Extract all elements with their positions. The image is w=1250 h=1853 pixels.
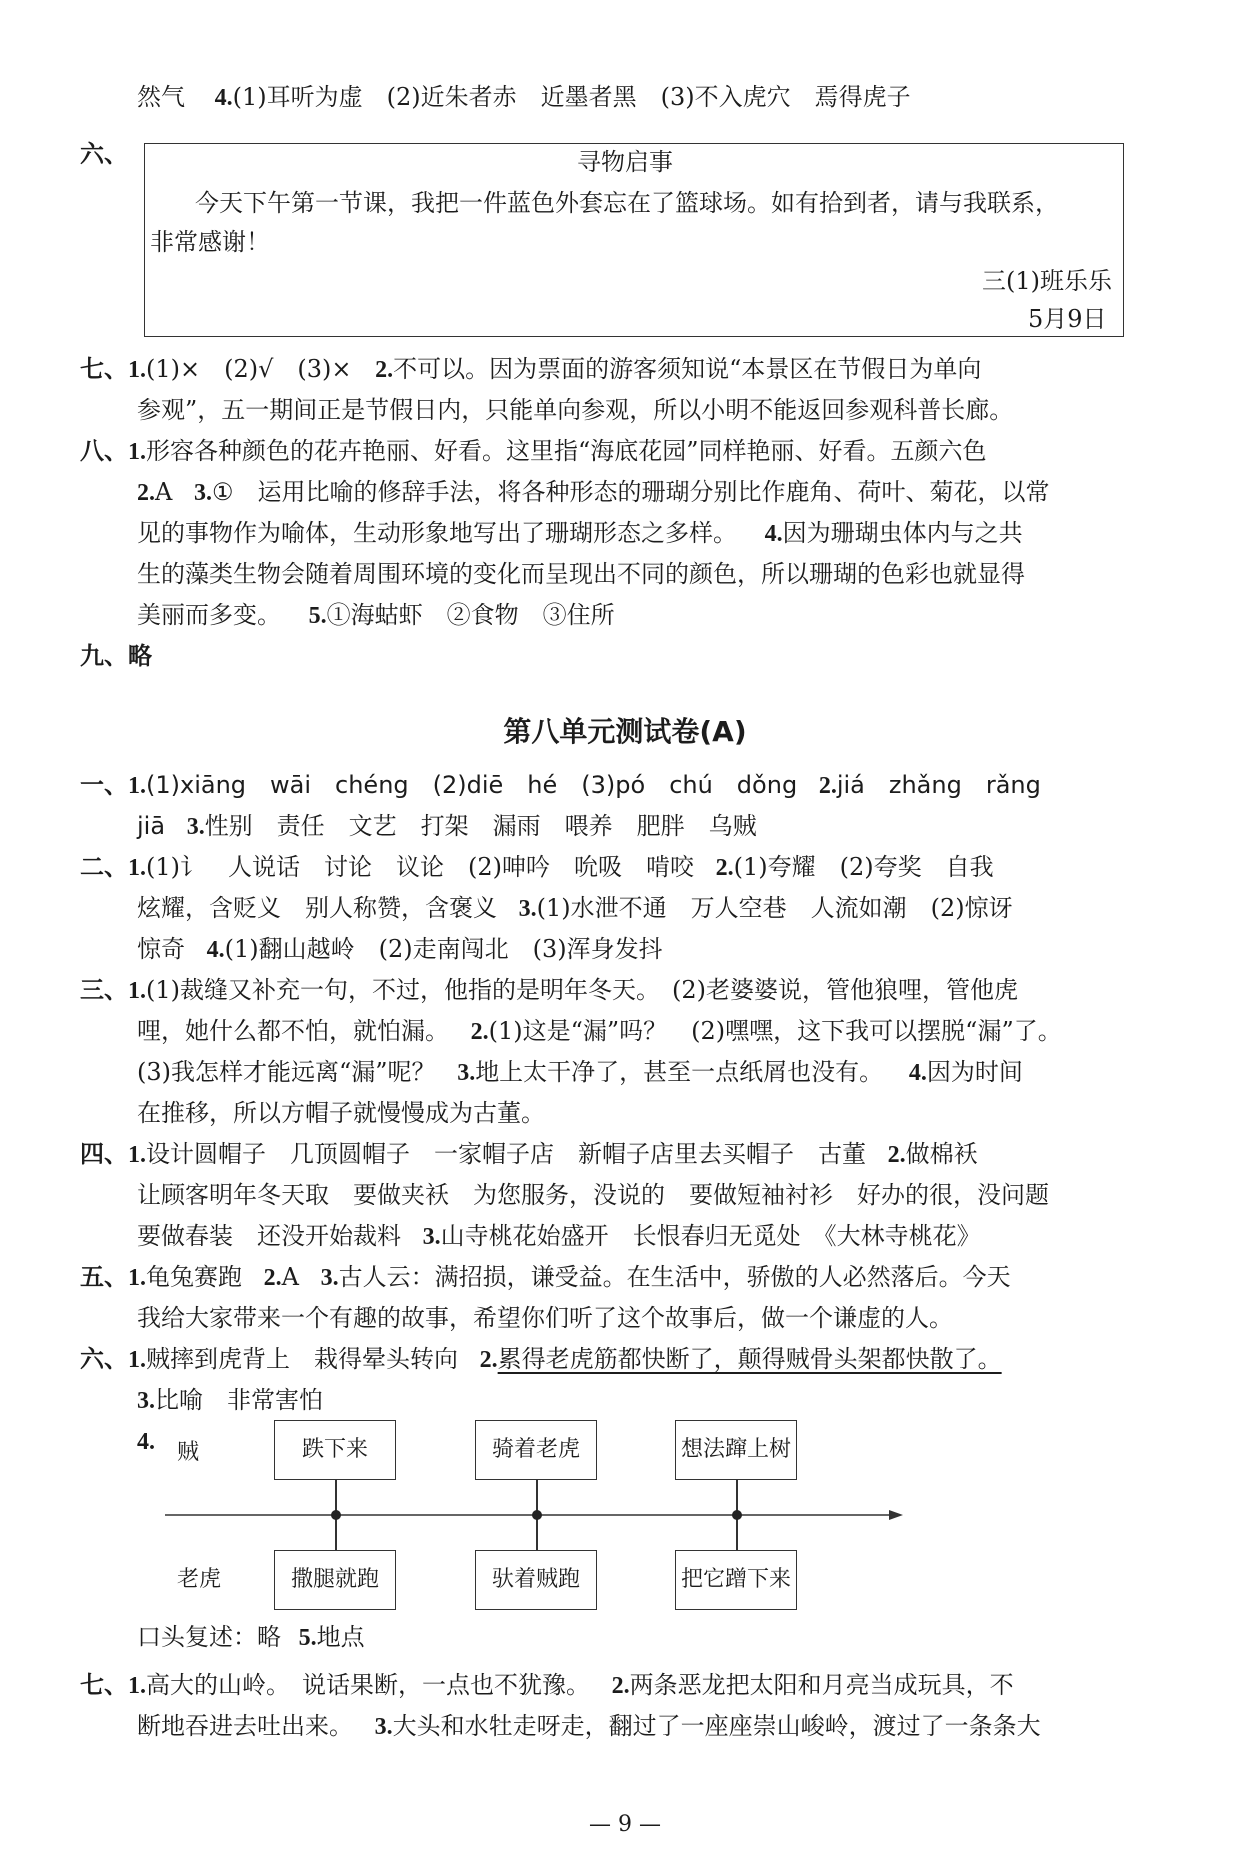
section-label: 六、 bbox=[80, 139, 128, 168]
text-line: 3.比喻 非常害怕 bbox=[137, 1386, 323, 1414]
text-line: 一、1.(1)xiāng wāi chéng (2)diē hé (3)pó chú dǒng 2.jiá zhǎng rǎng bbox=[80, 770, 1041, 799]
text-line: 六、1.贼摔到虎背上 栽得晕头转向 2.累得老虎筋都快断了，颠得贼骨头架都快散了。 bbox=[80, 1344, 1002, 1373]
text-line: 口头复述：略 5.地点 bbox=[137, 1623, 365, 1651]
page-title: 第八单元测试卷(A) bbox=[503, 715, 747, 748]
text-line: 八、1.形容各种颜色的花卉艳丽、好看。这里指“海底花园”同样艳丽、好看。五颜六色 bbox=[80, 436, 987, 465]
text-line: 见的事物作为喻体，生动形象地写出了珊瑚形态之多样。 4.因为珊瑚虫体内与之共 bbox=[137, 519, 1023, 547]
text-line: 七、1.高大的山岭。 说话果断，一点也不犹豫。 2.两条恶龙把太阳和月亮当成玩具，不 bbox=[80, 1670, 1014, 1699]
page-number: — 9 — bbox=[589, 1812, 661, 1837]
text-line: 炫耀，含贬义 别人称赞，含褒义 3.(1)水泄不通 万人空巷 人流如潮 (2)惊讶 bbox=[137, 894, 1013, 922]
diagram-box: 驮着贼跑 bbox=[475, 1550, 597, 1610]
notice-signature: 三(1)班乐乐 bbox=[982, 267, 1112, 295]
text-line: 参观”，五一期间正是节假日内，只能单向参观，所以小明不能返回参观科普长廊。 bbox=[137, 396, 1014, 424]
notice-body: 今天下午第一节课，我把一件蓝色外套忘在了篮球场。如有拾到者，请与我联系， bbox=[195, 189, 1059, 217]
text-line: 要做春装 还没开始裁料 3.山寺桃花始盛开 长恨春归无觅处 《大林寺桃花》 bbox=[137, 1222, 981, 1250]
text-line: 断地吞进去吐出来。 3.大头和水牡走呀走，翻过了一座座崇山峻岭，渡过了一条条大 bbox=[137, 1712, 1041, 1740]
diagram-box: 撒腿就跑 bbox=[274, 1550, 396, 1610]
text-line: 然气 4.(1)耳听为虚 (2)近朱者赤 近墨者黑 (3)不入虎穴 焉得虎子 bbox=[137, 83, 911, 111]
notice-body: 非常感谢！ bbox=[150, 228, 270, 256]
diagram-box: 跌下来 bbox=[274, 1420, 396, 1480]
text-line: 让顾客明年冬天取 要做夹袄 为您服务，没说的 要做短袖衬衫 好办的很，没问题 bbox=[137, 1181, 1049, 1209]
timeline-dot bbox=[732, 1510, 742, 1520]
timeline-dot bbox=[331, 1510, 341, 1520]
text-line: 三、1.(1)裁缝又补充一句，不过，他指的是明年冬天。 (2)老婆婆说，管他狼哩，管他虎 bbox=[80, 975, 1018, 1004]
diagram-box: 想法蹿上树 bbox=[675, 1420, 797, 1480]
text-line: 4. bbox=[137, 1429, 155, 1455]
text-line: 七、1.(1)× (2)√ (3)× 2.不可以。因为票面的游客须知说“本景区在节假日为单向 bbox=[80, 354, 982, 383]
text-line: 惊奇 4.(1)翻山越岭 (2)走南闯北 (3)浑身发抖 bbox=[137, 935, 663, 963]
text-line: 四、1.设计圆帽子 几顶圆帽子 一家帽子店 新帽子店里去买帽子 古董 2.做棉袄 bbox=[80, 1139, 978, 1168]
text-line: 生的藻类生物会随着周围环境的变化而呈现出不同的颜色，所以珊瑚的色彩也就显得 bbox=[137, 560, 1025, 588]
text-line: 五、1.龟兔赛跑 2.A 3.古人云：满招损，谦受益。在生活中，骄傲的人必然落后。今天 bbox=[80, 1262, 1011, 1291]
text-line: (3)我怎样才能远离“漏”呢？ 3.地上太干净了，甚至一点纸屑也没有。 4.因为时间 bbox=[137, 1058, 1023, 1086]
diagram-box: 把它蹭下来 bbox=[675, 1550, 797, 1610]
diagram-row-label: 贼 bbox=[177, 1440, 200, 1465]
diagram-box: 骑着老虎 bbox=[475, 1420, 597, 1480]
text-line: 我给大家带来一个有趣的故事，希望你们听了这个故事后，做一个谦虚的人。 bbox=[137, 1304, 953, 1332]
timeline-dot bbox=[532, 1510, 542, 1520]
text-line: 九、略 bbox=[80, 641, 152, 670]
notice-title: 寻物启事 bbox=[577, 148, 673, 176]
text-line: 2.A 3.① 运用比喻的修辞手法，将各种形态的珊瑚分别比作鹿角、荷叶、菊花，以常 bbox=[137, 478, 1050, 506]
text-line: 美丽而多变。 5.①海蛄虾 ②食物 ③住所 bbox=[137, 601, 615, 629]
diagram-row-label: 老虎 bbox=[177, 1567, 222, 1592]
text-line: 在推移，所以方帽子就慢慢成为古董。 bbox=[137, 1099, 545, 1127]
text-line: 哩，她什么都不怕，就怕漏。 2.(1)这是“漏”吗？ (2)嘿嘿，这下我可以摆脱“漏”了。 bbox=[137, 1017, 1062, 1045]
text-line: jiā 3.性别 责任 文艺 打架 漏雨 喂养 肥胖 乌贼 bbox=[137, 812, 757, 840]
notice-date: 5月9日 bbox=[1028, 305, 1107, 333]
text-line: 二、1.(1)讠 人说话 讨论 议论 (2)呻吟 吮吸 啃咬 2.(1)夸耀 (2)夸奖 自我 bbox=[80, 852, 994, 881]
